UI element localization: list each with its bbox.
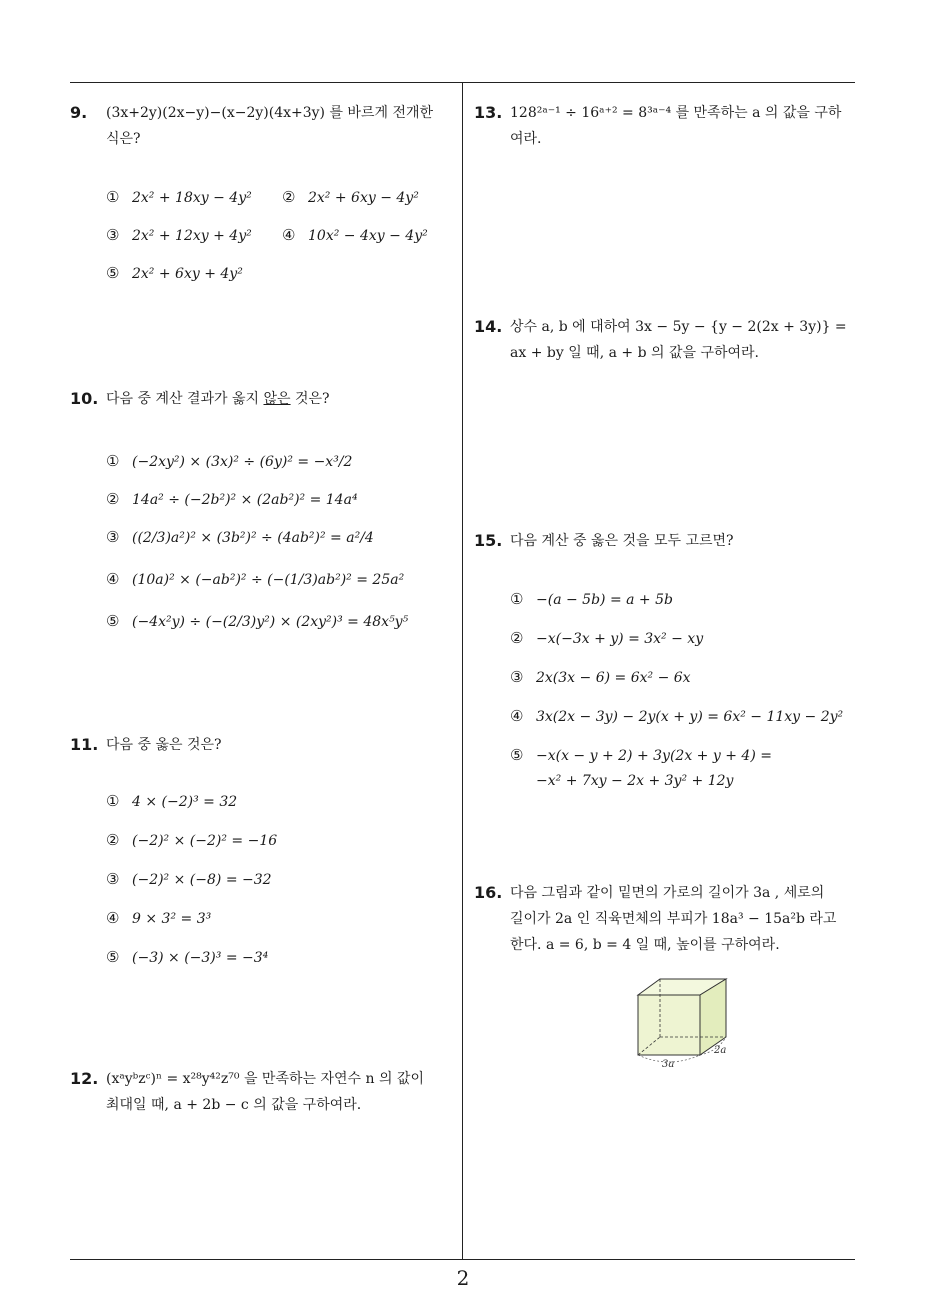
choice-text: −(a − 5b) = a + 5b (536, 592, 673, 608)
cuboid-figure (634, 975, 744, 1074)
problem-number: 9. (70, 103, 88, 122)
stem-line: 식은? (106, 131, 141, 147)
problem-number: 15. (474, 531, 503, 550)
choice-text: 2x² + 6xy − 4y² (308, 190, 419, 206)
problem-number: 16. (474, 883, 503, 902)
choice-text: (−2)² × (−2)² = −16 (132, 833, 278, 849)
choice-mark: ③ (510, 668, 524, 686)
problem-stem (510, 314, 859, 366)
choice-mark: ① (106, 792, 120, 810)
choice-mark: ⑤ (106, 264, 120, 282)
choice-text: (−3) × (−3)³ = −3⁴ (132, 950, 269, 966)
choice-2[interactable] (106, 486, 358, 513)
choice-text: 2x² + 6xy + 4y² (132, 266, 243, 282)
choice-mark: ③ (106, 528, 120, 546)
stem-line: (3x+2y)(2x−y)−(x−2y)(4x+3y) 를 바르게 전개한 (106, 105, 434, 121)
problem-number: 13. (474, 103, 503, 122)
choice-text: 10x² − 4xy − 4y² (308, 228, 428, 244)
choice-list (106, 152, 455, 282)
choice-4[interactable] (282, 222, 428, 249)
cuboid-diagram (634, 975, 744, 1070)
problem-stem (106, 100, 455, 152)
choice-1[interactable] (106, 788, 237, 815)
choice-2[interactable] (510, 625, 703, 652)
stem-line: 128²ᵃ⁻¹ ÷ 16ᵃ⁺² = 8³ᵃ⁻⁴ 를 만족하는 a 의 값을 구하 (510, 105, 842, 121)
problem-number: 10. (70, 389, 99, 408)
column-divider (462, 82, 463, 1259)
problem-number: 12. (70, 1069, 99, 1088)
choice-2[interactable] (282, 184, 419, 211)
choice-text: 14a² ÷ (−2b²)² × (2ab²)² = 14a⁴ (132, 492, 358, 508)
problem-stem (106, 732, 455, 758)
stem-underlined-word: 않은 (263, 391, 291, 407)
problem-stem (106, 386, 455, 412)
choice-2[interactable] (106, 827, 277, 854)
problem-number: 11. (70, 735, 99, 754)
choice-text: (−2xy²) × (3x)² ÷ (6y)² = −x³/2 (132, 454, 353, 470)
choice-mark: ③ (106, 226, 120, 244)
problem-13 (474, 100, 859, 152)
choice-3[interactable] (106, 222, 252, 249)
problem-9 (70, 100, 455, 282)
choice-text: 9 × 3² = 3³ (132, 911, 212, 927)
choice-text: −x(−3x + y) = 3x² − xy (536, 631, 704, 647)
width-label: 3a (662, 1059, 675, 1070)
choice-mark: ① (510, 590, 524, 608)
problem-12 (70, 1066, 455, 1118)
choice-text: (−4x²y) ÷ (−(2/3)y²) × (2xy²)³ = 48x⁵y⁵ (132, 614, 409, 630)
choice-4[interactable] (106, 905, 211, 932)
choice-text: 2x² + 12xy + 4y² (132, 228, 252, 244)
depth-label: 2a (714, 1045, 727, 1056)
choice-5-continuation (536, 768, 733, 794)
problem-stem (106, 1066, 455, 1118)
choice-mark: ④ (106, 909, 120, 927)
stem-line: 다음 중 옳은 것은? (106, 737, 222, 753)
choice-3[interactable] (510, 664, 691, 691)
stem-text: 다음 중 계산 결과가 옳지 (106, 391, 264, 407)
stem-line: 여라. (510, 131, 542, 147)
choice-text: 3x(2x − 3y) − 2y(x + y) = 6x² − 11xy − 2y² (536, 709, 844, 725)
stem-line (106, 386, 455, 412)
choice-text: (−2)² × (−8) = −32 (132, 872, 272, 888)
choice-1[interactable] (106, 184, 252, 211)
stem-line: 다음 계산 중 옳은 것을 모두 고르면? (510, 533, 734, 549)
problem-15 (474, 528, 859, 789)
choice-5[interactable] (106, 260, 243, 287)
problem-stem (510, 100, 859, 152)
choice-text: (10a)² × (−ab²)² ÷ (−(1/3)ab²)² = 25a² (132, 572, 405, 588)
choice-text: 2x(3x − 6) = 6x² − 6x (536, 670, 691, 686)
choice-4[interactable] (106, 566, 404, 593)
bottom-rule (70, 1259, 855, 1260)
choice-5[interactable] (106, 608, 408, 635)
problem-16 (474, 880, 859, 958)
choice-mark: ⑤ (106, 612, 120, 630)
choice-1[interactable] (106, 448, 352, 475)
stem-line: 상수 a, b 에 대하여 3x − 5y − {y − 2(2x + 3y)} = (510, 319, 847, 335)
choice-mark: ② (106, 490, 120, 508)
choice-mark: ① (106, 452, 120, 470)
choice-mark: ④ (106, 570, 120, 588)
problem-11 (70, 732, 455, 966)
choice-text: ((2/3)a²)² × (3b²)² ÷ (4ab²)² = a²/4 (132, 530, 374, 546)
problem-14 (474, 314, 859, 366)
choice-3[interactable] (106, 866, 272, 893)
stem-text: 것은? (290, 391, 330, 407)
choice-mark: ② (510, 629, 524, 647)
choice-mark: ③ (106, 870, 120, 888)
problem-stem (510, 528, 859, 554)
choice-text: 4 × (−2)³ = 32 (132, 794, 238, 810)
choice-mark: ② (282, 188, 296, 206)
choice-mark: ⑤ (510, 746, 524, 764)
choice-mark: ④ (510, 707, 524, 725)
choice-mark: ② (106, 831, 120, 849)
choice-text: −x² + 7xy − 2x + 3y² + 12y (536, 773, 734, 789)
choice-5[interactable] (510, 742, 772, 769)
stem-line: 길이가 2a 인 직육면체의 부피가 18a³ − 15a²b 라고 (510, 911, 837, 927)
cuboid-front-face (638, 995, 700, 1055)
stem-line: 한다. a = 6, b = 4 일 때, 높이를 구하여라. (510, 937, 780, 953)
choice-3[interactable] (106, 524, 374, 551)
choice-5[interactable] (106, 944, 268, 971)
page-number: 2 (456, 1266, 470, 1290)
choice-mark: ⑤ (106, 948, 120, 966)
stem-line: 다음 그림과 같이 밑면의 가로의 길이가 3a , 세로의 (510, 885, 825, 901)
stem-line: (xᵃyᵇzᶜ)ⁿ = x²⁸y⁴²z⁷⁰ 을 만족하는 자연수 n 의 값이 (106, 1071, 424, 1087)
problem-stem (510, 880, 859, 958)
choice-mark: ④ (282, 226, 296, 244)
choice-1[interactable] (510, 586, 673, 613)
stem-line: ax + by 일 때, a + b 의 값을 구하여라. (510, 345, 760, 361)
choice-mark: ① (106, 188, 120, 206)
choice-text: −x(x − y + 2) + 3y(2x + y + 4) = (536, 748, 772, 764)
choice-text: 2x² + 18xy − 4y² (132, 190, 252, 206)
problem-number: 14. (474, 317, 503, 336)
choice-4[interactable] (510, 703, 843, 730)
stem-line: 최대일 때, a + 2b − c 의 값을 구하여라. (106, 1097, 362, 1113)
problem-10 (70, 386, 455, 630)
